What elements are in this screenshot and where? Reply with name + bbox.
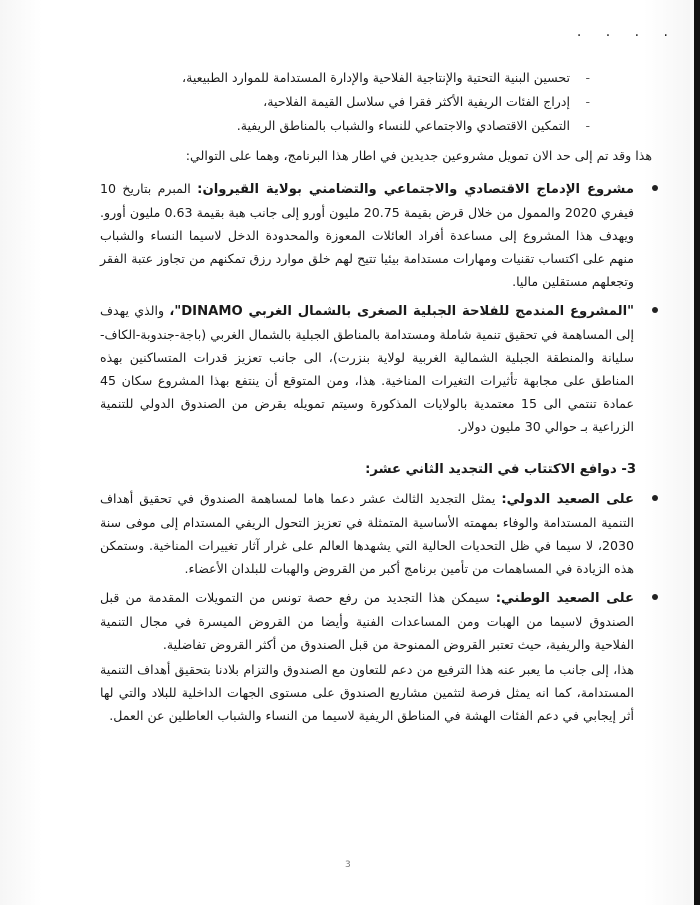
project-description: والذي يهدف إلى المساهمة في تحقيق تنمية شاملة ومستدامة بالمناطق الجبلية بالشمال الغربي (باجة-جندوبة-الكاف-سليانة والمنطقة الجبلية الشمالية الغربية لولاية بنزرت)، الى جانب تعزيز قدرات المتساكنين بهذه المناطق على مجابهة تأثيرات التغيرات المناخية. هذا، ومن المتوقع أن ينتفع بهذا المشروع سكان 45 عمادة تنتمي الى 15 معتمدية بالولايات المذكورة وسيتم تمويله بقرض من الصندوق الدولي للتنمية الزراعية بـ حوالي 30 مليون دولار. bbox=[100, 303, 634, 434]
project-title: "المشروع المندمج للفلاحة الجبلية الصغرى بالشمال الغربي DINAMO"، bbox=[169, 304, 634, 319]
bullet-icon bbox=[652, 307, 658, 313]
section-heading: 3- دوافع الاكتتاب في التجديد الثاني عشر: bbox=[365, 462, 636, 477]
list-item: - التمكين الاقتصادي والاجتماعي للنساء والشباب بالمناطق الريفية. bbox=[100, 114, 590, 138]
motives-list bbox=[100, 487, 660, 727]
page-number: 3 bbox=[345, 860, 351, 870]
motive-title: على الصعيد الدولي: bbox=[501, 492, 634, 507]
list-item: - إدراج الفئات الريفية الأكثر فقرا في سلاسل القيمة الفلاحية، bbox=[100, 90, 590, 114]
motive-item-national bbox=[100, 586, 636, 727]
document-body bbox=[100, 66, 660, 733]
scan-edge-shadow bbox=[694, 0, 700, 905]
project-description: المبرم بتاريخ 10 فيفري 2020 والممول من خلال قرض بقيمة 20.75 مليون أورو إلى جانب هبة بقيمة 0.63 مليون أورو. ويهدف هذا المشروع إلى مساعدة أفراد العائلات المعوزة والمحدودة الدخل لاسيما النساء والشباب منهم على اكتساب تقنيات ومهارات مستدامة بيئيا تتيح لهم خلق موارد رزق تمكنهم من تجاوز عتبة الفقر وتجعلهم مستقلين ماليا. bbox=[100, 181, 635, 289]
motive-item-international bbox=[100, 487, 636, 580]
motive-description-continued: هذا، إلى جانب ما يعبر عنه هذا الترفيع من دعم للتعاون مع الصندوق والتزام بلادنا بتحقيق أهداف التنمية المستدامة، كما انه يمثل فرصة لتثمين مشاريع الصندوق على مستوى الجهات الداخلية للبلاد والتي لها أثر إيجابي في دعم الفئات الهشة في المناطق الريفية لاسيما من النساء والشباب العاطلين عن العمل. bbox=[100, 662, 634, 723]
motive-description: يمثل التجديد الثالث عشر دعما هاما لمساهمة الصندوق في تحقيق أهداف التنمية المستدامة والوفاء بمهمته الأساسية المتمثلة في تعزيز التحول الريفي المستدام إلى موفى سنة 2030، لا سيما في ظل التحديات الحالية التي يشهدها العالم على غرار آثار تغييرات المناخية. وستمكن هذه الزيادة في المساهمات من تأمين برنامج أكبر من القروض والهبات للبلدان الأعضاء. bbox=[100, 491, 634, 576]
objectives-list bbox=[100, 66, 660, 138]
motive-title: على الصعيد الوطني: bbox=[495, 591, 634, 606]
header-dots: . . . . bbox=[576, 24, 678, 40]
bullet-icon bbox=[652, 185, 658, 191]
bullet-icon bbox=[652, 495, 658, 501]
motive-description: سيمكن هذا التجديد من رفع حصة تونس من التمويلات المقدمة من قبل الصندوق لاسيما من الهبات ومن المساعدات الفنية وأيضا من القروض الميسرة في مجال التنمية الفلاحية والريفية، حيث تعتبر القروض الممنوحة من قبل الصندوق من أكثر القروض تفاضلية. bbox=[100, 590, 634, 652]
bullet-icon bbox=[652, 594, 658, 600]
project-title: مشروع الإدماج الاقتصادي والاجتماعي والتضامني بولاية القيروان: bbox=[197, 182, 635, 197]
list-item: - تحسين البنية التحتية والإنتاجية الفلاحية والإدارة المستدامة للموارد الطبيعية، bbox=[100, 66, 590, 90]
project-item-kairouan bbox=[100, 177, 636, 293]
projects-list bbox=[100, 177, 660, 438]
intro-paragraph: هذا وقد تم إلى حد الان تمويل مشروعين جديدين في اطار هذا البرنامج، وهما على التوالي: bbox=[185, 148, 652, 163]
project-item-dinamo bbox=[100, 299, 636, 438]
